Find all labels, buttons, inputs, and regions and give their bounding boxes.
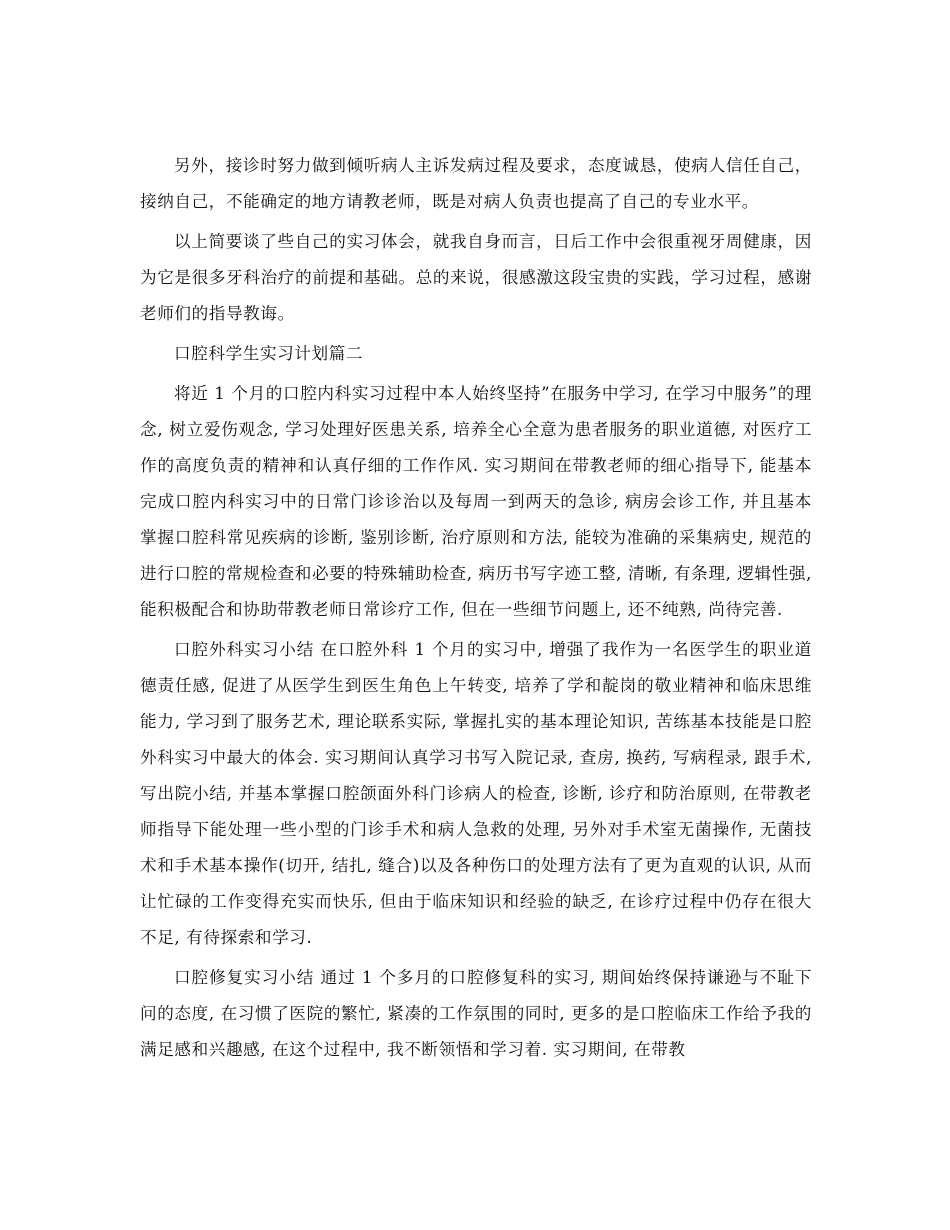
paragraph-prosthodontics: 口腔修复实习小结 通过 1 个多月的口腔修复科的实习, 期间始终保持谦逊与不耻下问的态度, 在习惯了医院的繁忙, 紧凑的工作氛围的同时, 更多的是口腔临床工作给予我的满足感和兴趣感, 在这个过程中, 我不断领悟和学习着. 实习期间, 在带教 [140,968,812,1059]
paragraph-internal-medicine: 将近 1 个月的口腔内科实习过程中本人始终坚持”在服务中学习, 在学习中服务”的理念, 树立爱伤观念, 学习处理好医患关系, 培养全心全意为患者服务的职业道德, 对医疗工作的高度负责的精神和认真仔细的工作作风. 实习期间在带教老师的细心指导下, 能基本完成口腔内科实习中的日常门诊诊治以及每周一到两天的急诊, 病房会诊工作, 并且基本掌握口腔科常见疾病的诊断, 鉴别诊断, 治疗原则和方法, 能较为准确的采集病史, 规范的进行口腔的常规检查和必要的特殊辅助检查, 病历书写字迹工整, 清晰, 有条理, 逻辑性强, 能积极配合和协助带教老师日常诊疗工作, 但在一些细节问题上, 还不纯熟, 尚待完善. [140,384,812,619]
section-heading: 口腔科学生实习计划篇二 [174,344,364,363]
paragraph-summary: 以上简要谈了些自己的实习体会，就我自身而言，日后工作中会很重视牙周健康，因为它是很多牙科治疗的前提和基础。总的来说，很感激这段宝贵的实践，学习过程，感谢老师们的指导教诲。 [140,232,812,323]
paragraph-oral-surgery: 口腔外科实习小结 在口腔外科 1 个月的实习中, 增强了我作为一名医学生的职业道德责任感, 促进了从医学生到医生角色上午转变, 培养了学和靛岗的敬业精神和临床思维能力, 学习到了服务艺术, 理论联系实际, 掌握扎实的基本理论知识, 苦练基本技能是口腔外科实习中最大的体会. 实习期间认真学习书写入院记录, 查房, 换药, 写病程录, 跟手术, 写出院小结, 并基本掌握口腔颌面外科门诊病人的检查, 诊断, 诊疗和防治原则, 在带教老师指导下能处理一些小型的门诊手术和病人急救的处理, 另外对手术室无菌操作, 无菌技术和手术基本操作(切开, 结扎, 缝合)以及各种伤口的处理方法有了更为直观的认识, 从而让忙碌的工作变得充实而快乐, 但由于临床知识和经验的缺乏, 在诊疗过程中仍存在很大不足, 有待探索和学习. [140,640,812,947]
paragraph-reception: 另外，接诊时努力做到倾听病人主诉发病过程及要求，态度诚恳，使病人信任自己，接纳自己，不能确定的地方请教老师，既是对病人负责也提高了自己的专业水平。 [140,156,812,211]
document-body [140,148,812,1072]
